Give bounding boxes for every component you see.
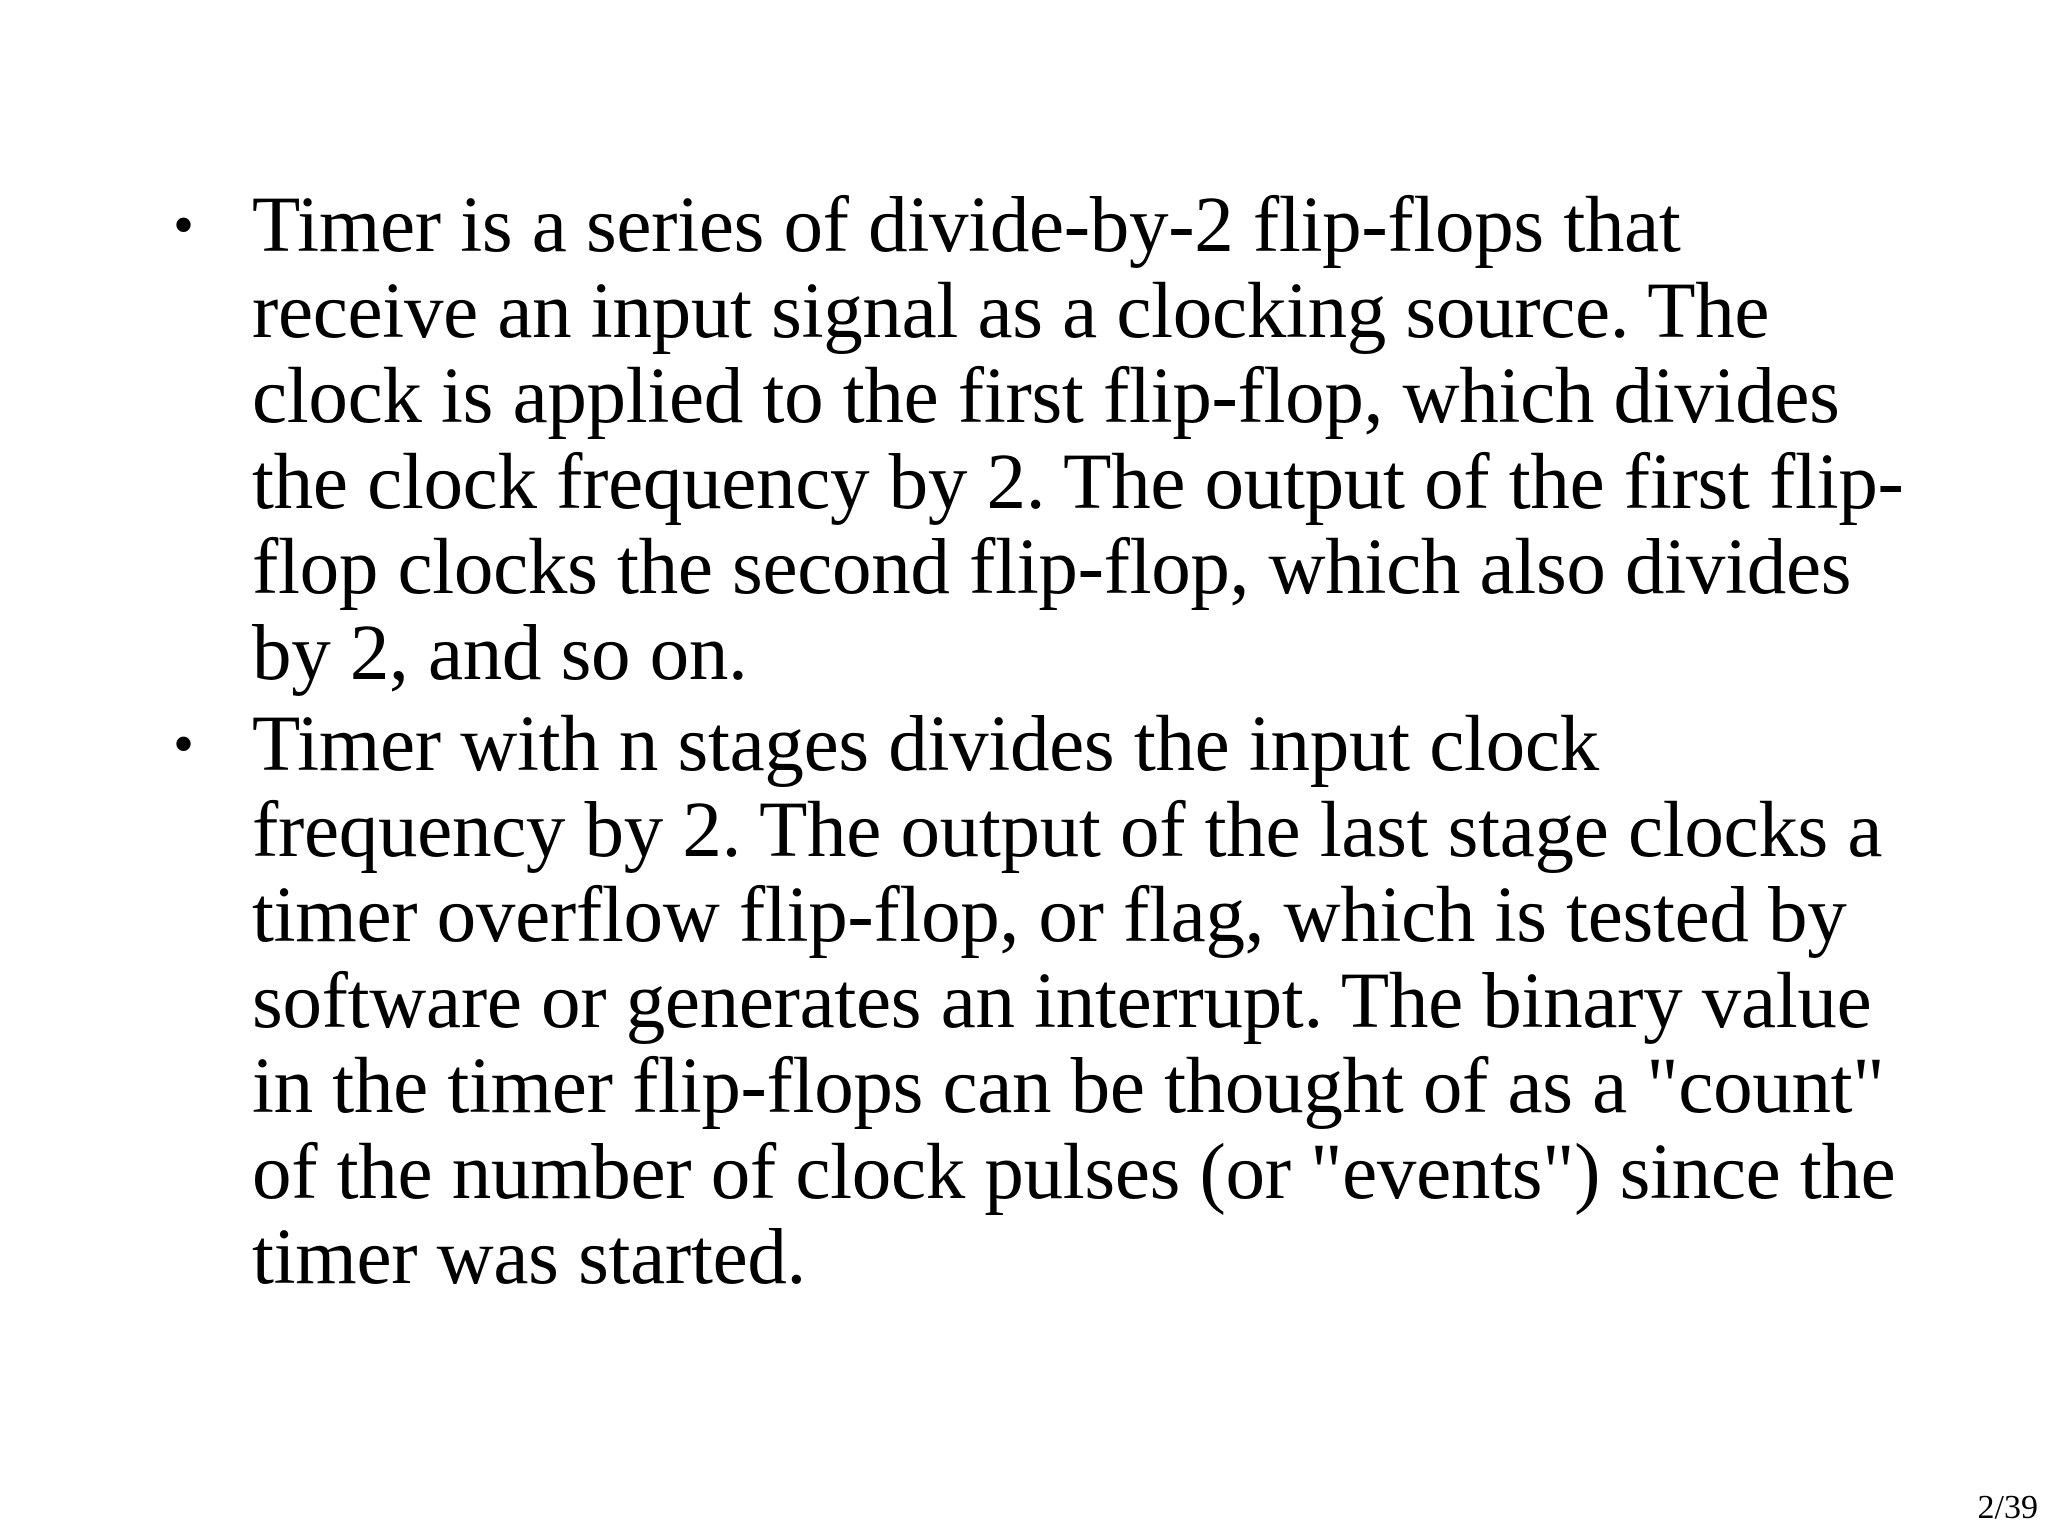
bullet-text: Timer is a series of divide-by-2 flip-flops that receive an input signal as a clocking source. The clock is applied to the first flip-flop, which divides the clock frequency by 2. The output of the first flip-flop clocks the second flip-flop, which also divides by 2, and so on. [252, 182, 1904, 697]
bullet-dot-icon: • [173, 192, 195, 258]
bullet-list [0, 183, 2048, 1307]
page-number: 2/39 [1977, 1489, 2038, 1526]
bullet-item-timer-definition [0, 183, 2048, 696]
bullet-item-timer-stages [0, 702, 2048, 1301]
bullet-text: Timer with n stages divides the input clock frequency by 2. The output of the last stage clocks a timer overflow flip-flop, or flag, which is tested by software or generates an interrupt. The binary value in the timer flip-flops can be thought of as a "count" of the number of clock pulses (or "events") since the timer was started. [252, 701, 1896, 1301]
bullet-dot-icon: • [173, 711, 195, 777]
